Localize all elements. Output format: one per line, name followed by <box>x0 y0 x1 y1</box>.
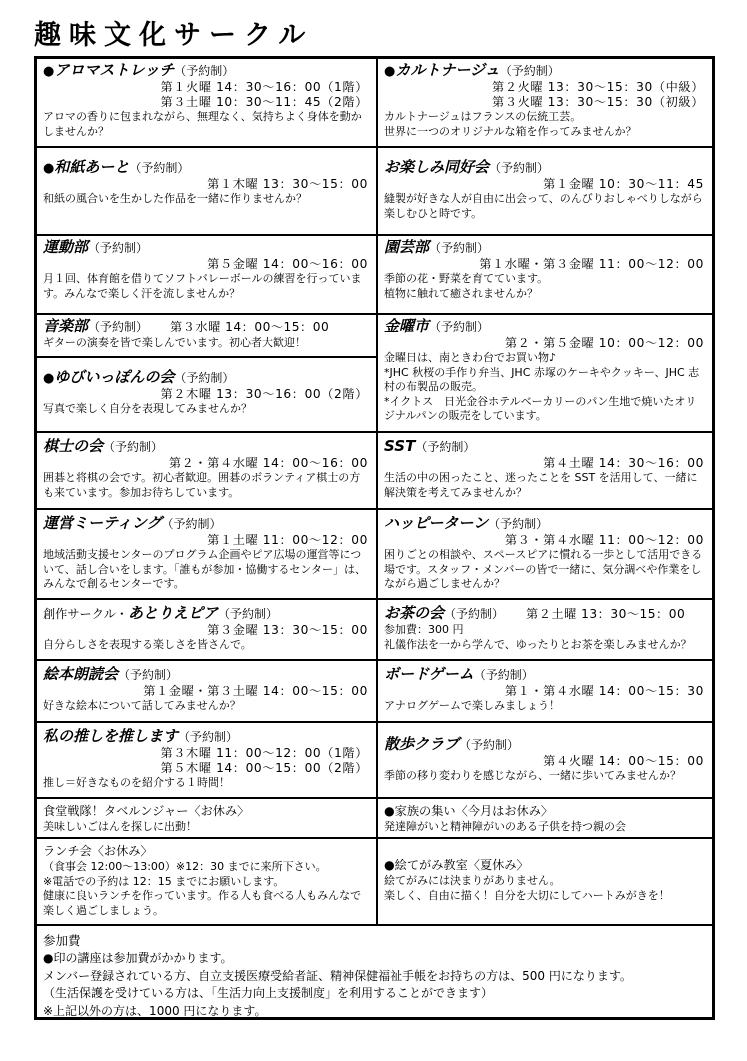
fee-text: 参加費：300 円 <box>384 623 464 636</box>
schedule: 第５金曜 14：00〜16：00 <box>207 257 368 271</box>
activity-title: ●家族の集い〈今月はお休み〉 <box>384 804 554 818</box>
club-name: ボードゲーム <box>384 665 474 683</box>
reservation-note: （予約制） <box>499 64 560 78</box>
club-name: ゆびいっぽんの会 <box>54 368 175 386</box>
schedule: 第１土曜 11：00〜12：00 <box>207 533 368 547</box>
description: 絵てがみには決まりがありません。 <box>384 874 561 887</box>
activity-lunch <box>36 838 377 925</box>
description: 囲碁と将棋の会です。初心者歓迎。囲碁のボランティア棋士の方も来ています。参加お待ちしています。 <box>43 471 361 499</box>
club-undobu <box>36 235 377 314</box>
club-name: 私の推しを推します <box>43 727 179 745</box>
description: 季節の花・野菜を育てています。 <box>384 272 549 285</box>
activity-title: ●絵てがみ教室〈夏休み〉 <box>384 858 529 872</box>
schedule: 第２・第５金曜 10：00〜12：00 <box>504 336 704 350</box>
club-name: 絵本朗読会 <box>43 665 119 683</box>
club-ehon <box>36 660 377 722</box>
club-sst <box>377 432 713 509</box>
description: 季節の移り変わりを感じながら、一緒に歩いてみませんか？ <box>384 769 681 782</box>
club-name: 金曜市 <box>384 317 430 335</box>
fee-mark: ● <box>43 161 55 176</box>
schedule: 第１金曜・第３土曜 14：00〜15：00 <box>143 684 368 698</box>
club-name: 音楽部 <box>43 317 89 335</box>
description: 美味しいごはんを探しに出動！ <box>43 820 197 833</box>
fee-line: ●印の講座は参加費がかかります。 <box>43 951 233 965</box>
fee-mark: ● <box>43 371 55 386</box>
schedule: 第１水曜・第３金曜 11：00〜12：00 <box>479 257 704 271</box>
schedule: 第２・第４水曜 14：00〜16：00 <box>168 456 368 470</box>
fee-mark: ● <box>384 64 396 79</box>
reservation-note: （予約制） <box>488 517 549 531</box>
club-name: あとりえピア <box>127 604 218 622</box>
reservation-note: （予約制） <box>103 440 164 454</box>
club-name: 園芸部 <box>384 238 430 256</box>
schedule: 第３火曜 13：30〜15：30（初級） <box>492 95 704 109</box>
description: ※電話での予約は 12：15 までにお願いします。 <box>43 874 285 888</box>
description: （食事会 12:00〜13:00）※12：30 までに来所下さい。 <box>43 860 327 873</box>
reservation-note: （予約制） <box>415 440 476 454</box>
schedule: 第３土曜 10：30〜11：45（2階） <box>160 95 368 109</box>
reservation-note: （予約制） <box>444 607 505 621</box>
club-name: 運動部 <box>43 238 89 256</box>
description: *イクトス 日光金谷ホテルベーカリーのパン生地で焼いたオリジナルパンの販売をしています。 <box>384 394 697 423</box>
club-name: SST <box>384 437 416 455</box>
schedule: 第１金曜 10：30〜11：45 <box>543 177 704 191</box>
schedule: 第３木曜 11：00〜12：00（1階） <box>160 746 368 760</box>
fee-mark: ● <box>43 64 55 79</box>
club-unei <box>36 509 377 599</box>
reservation-note: （予約制） <box>459 738 520 752</box>
reservation-note: （予約制） <box>88 320 149 334</box>
club-sanpo <box>377 722 713 798</box>
club-ongakubu <box>36 314 377 357</box>
club-name: ハッピーターン <box>384 514 489 532</box>
description: 好きな絵本について話してみませんか？ <box>43 699 241 712</box>
reservation-note: （予約制） <box>129 161 190 175</box>
description: 生活の中の困ったこと、迷ったことを SST を活用して、一緒に解決策を考えてみませんか？ <box>384 471 698 499</box>
reservation-note: （予約制） <box>88 241 149 255</box>
description: 縫製が好きな人が自由に出会って、のんびりおしゃべりしながら楽しむひと時です。 <box>384 192 703 220</box>
description: 困りごとの相談や、スペースピアに慣れる一歩として活用できる場です。スタッフ・メンバーの皆で一緒に、気分調べや作業をしながら過ごしませんか？ <box>384 548 703 591</box>
circle-list <box>34 56 715 1020</box>
description: 和紙の風合いを生かした作品を一緒に作りませんか？ <box>43 192 307 205</box>
schedule: 第３・第４水曜 11：00〜12：00 <box>504 533 704 547</box>
club-cartonnage <box>377 58 713 147</box>
club-prefix: 創作サークル・ <box>43 607 128 621</box>
description: 推し＝好きなものを紹介する１時間！ <box>43 776 230 789</box>
schedule: 第１木曜 13：30〜15：00 <box>207 177 368 191</box>
club-washi <box>36 147 377 235</box>
activity-kazoku <box>377 798 713 838</box>
page-title: 趣味文化サークル <box>34 20 314 51</box>
reservation-note: （予約制） <box>429 241 490 255</box>
description: 地域活動支援センターのプログラム企画やピア広場の運営等について、話し合いをします。「誰もが参加・協働するセンター」は、みんなで創るセンターです。 <box>43 548 366 591</box>
club-name: 運営ミーティング <box>43 514 162 532</box>
fee-line: （生活保護を受けている方は、「生活力向上支援制度」を利用することができます） <box>43 986 494 1000</box>
activity-etegami <box>377 838 713 925</box>
description: 写真で楽しく自分を表現してみませんか？ <box>43 402 252 415</box>
reservation-note: （予約制） <box>118 668 179 682</box>
schedule: 第１・第４水曜 14：00〜15：30 <box>504 684 704 698</box>
description: ギターの演奏を皆で楽しんでいます。初心者大歓迎！ <box>43 336 307 349</box>
schedule: 第１火曜 14：30〜16：00（1階） <box>160 80 368 94</box>
fee-title: 参加費 <box>43 933 81 948</box>
fee-section <box>36 925 713 1018</box>
description: 礼儀作法を一から学んで、ゆったりとお茶を楽しみませんか？ <box>384 637 692 651</box>
club-board <box>377 660 713 722</box>
description: アロマの香りに包まれながら、無理なく、気持ちよく身体を動かしませんか？ <box>43 110 362 138</box>
club-aroma <box>36 58 377 147</box>
description: 世界に一つのオリジナルな箱を作ってみませんか？ <box>384 124 637 138</box>
reservation-note: （予約制） <box>429 320 490 334</box>
activity-shokudo <box>36 798 377 838</box>
club-name: カルトナージュ <box>395 61 500 79</box>
fee-line: ※上記以外の方は、1000 円になります。 <box>43 1003 267 1018</box>
fee-line: メンバー登録されている方、自立支援医療受給者証、精神保健福祉手帳をお持ちの方は、500 円になります。 <box>43 968 632 983</box>
description: 植物に触れて癒されませんか？ <box>384 286 538 300</box>
reservation-note: （予約制） <box>178 730 239 744</box>
club-ocha <box>377 599 713 660</box>
reservation-note: （予約制） <box>174 371 235 385</box>
reservation-note: （予約制） <box>161 517 222 531</box>
description: アナログゲームで楽しみましょう！ <box>384 699 560 712</box>
reservation-note: （予約制） <box>217 607 278 621</box>
schedule: 第２火曜 13：30〜15：30（中級） <box>492 80 704 94</box>
club-name: 和紙あーと <box>54 158 130 176</box>
activity-title: ランチ会〈お休み〉 <box>43 844 153 858</box>
reservation-note: （予約制） <box>473 668 534 682</box>
club-otanoshimi <box>377 147 713 235</box>
club-oshi <box>36 722 377 798</box>
reservation-note: （予約制） <box>489 161 550 175</box>
club-name: お茶の会 <box>384 604 445 622</box>
activity-title: 食堂戦隊！タベルンジャー〈お休み〉 <box>43 804 250 818</box>
schedule: 第４火曜 14：00〜15：00 <box>543 754 704 768</box>
club-name: お楽しみ同好会 <box>384 158 490 176</box>
description: 金曜日は、南ときわ台でお買い物♪ <box>384 351 557 364</box>
schedule: 第４土曜 14：30〜16：00 <box>543 456 704 470</box>
club-happy <box>377 509 713 599</box>
description: 自分らしさを表現する楽しさを皆さんで。 <box>43 638 252 651</box>
club-name: 散歩クラブ <box>384 735 460 753</box>
club-atorie <box>36 599 377 660</box>
club-name: 棋士の会 <box>43 437 104 455</box>
description: カルトナージュはフランスの伝統工芸。 <box>384 110 582 123</box>
reservation-note: （予約制） <box>174 64 235 78</box>
description: 月１回、体育館を借りてソフトバレーボールの練習を行っています。みんなで楽しく汗を流しませんか？ <box>43 272 362 300</box>
club-name: アロマストレッチ <box>54 61 175 79</box>
schedule: 第２土曜 13：30〜15：00 <box>526 607 686 621</box>
club-kinyoichi <box>377 314 713 432</box>
schedule: 第３水曜 14：00〜15：00 <box>170 320 330 334</box>
club-yubi <box>36 357 377 432</box>
description: 健康に良いランチを作っています。作る人も食べる人もみんなで楽しく過ごしましょう。 <box>43 889 362 917</box>
description: 楽しく、自由に描く！自分を大切にしてハートみがきを！ <box>384 888 670 902</box>
schedule: 第５木曜 14：00〜15：00（2階） <box>160 761 368 775</box>
description: 発達障がいと精神障がいのある子供を持つ親の会 <box>384 820 626 833</box>
schedule: 第３金曜 13：30〜15：00 <box>207 623 368 637</box>
club-kishi <box>36 432 377 509</box>
club-engeibu <box>377 235 713 314</box>
description: *JHC 秋桜の手作り弁当、JHC 赤塚のケーキやクッキー、JHC 志村の布製品の販売。 <box>384 365 700 394</box>
schedule: 第２木曜 13：30〜16：00（2階） <box>160 387 368 401</box>
